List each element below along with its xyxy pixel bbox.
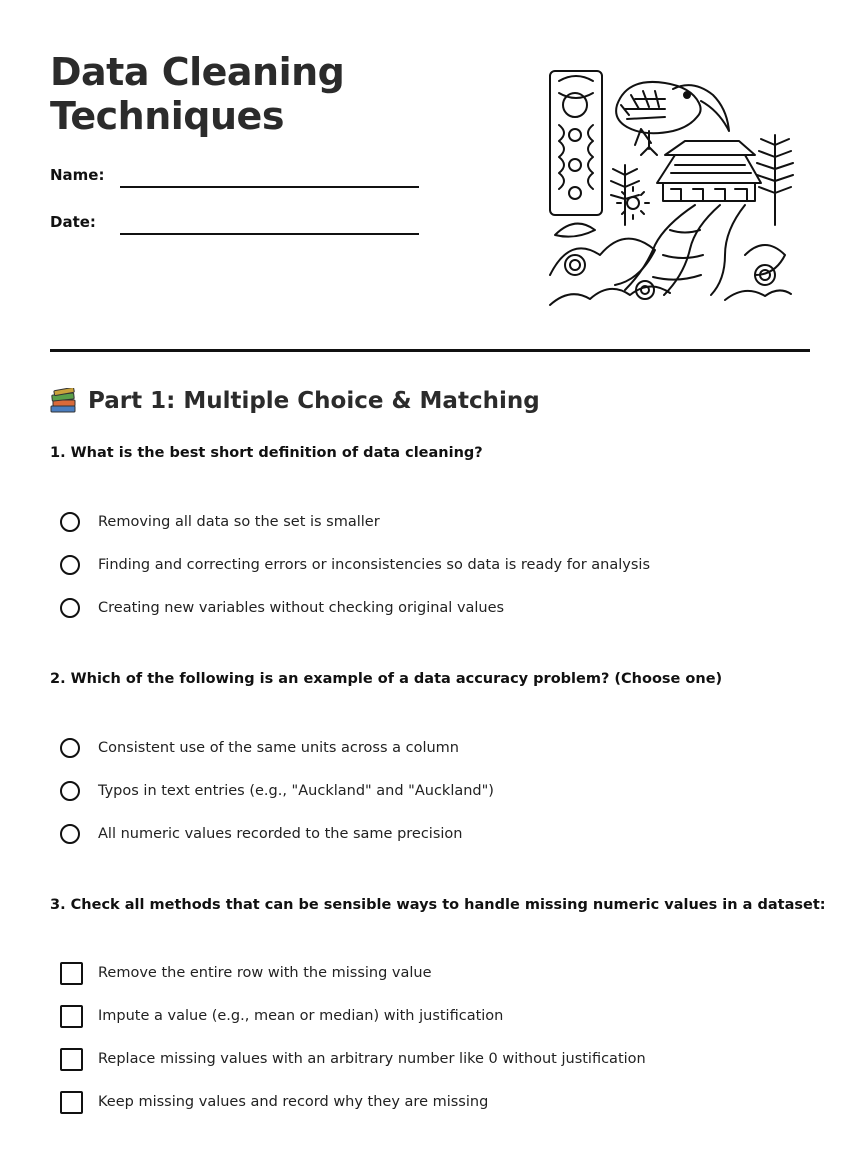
option-label: Impute a value (e.g., mean or median) with justification — [98, 1008, 504, 1024]
q2-option-2[interactable] — [60, 778, 494, 804]
checkbox[interactable] — [60, 1005, 83, 1028]
option-label: Creating new variables without checking original values — [98, 600, 505, 616]
title-line-1: Data Cleaning — [50, 50, 345, 94]
q3-option-2[interactable] — [60, 1003, 504, 1029]
radio-button[interactable] — [60, 598, 80, 618]
q3-option-1[interactable] — [60, 960, 432, 986]
title-line-2: Techniques — [50, 94, 284, 138]
option-label: Typos in text entries (e.g., "Auckland" and "Auckland") — [98, 783, 494, 799]
radio-button[interactable] — [60, 738, 80, 758]
option-label: All numeric values recorded to the same precision — [98, 826, 463, 842]
date-field[interactable] — [120, 233, 419, 235]
option-label: Consistent use of the same units across a column — [98, 740, 459, 756]
option-label: Replace missing values with an arbitrary number like 0 without justification — [98, 1051, 646, 1067]
radio-button[interactable] — [60, 555, 80, 575]
page-title — [50, 50, 344, 138]
name-label: Name: — [50, 166, 105, 184]
books-icon — [50, 388, 78, 414]
radio-button[interactable] — [60, 824, 80, 844]
checkbox[interactable] — [60, 1048, 83, 1071]
q1-option-1[interactable] — [60, 509, 380, 535]
option-label: Keep missing values and record why they are missing — [98, 1094, 489, 1110]
option-label: Remove the entire row with the missing value — [98, 965, 432, 981]
checkbox[interactable] — [60, 962, 83, 985]
option-label: Finding and correcting errors or inconsistencies so data is ready for analysis — [98, 557, 651, 573]
name-field[interactable] — [120, 186, 419, 188]
q1-option-2[interactable] — [60, 552, 651, 578]
kiwi-landscape-illustration — [545, 65, 795, 310]
radio-button[interactable] — [60, 512, 80, 532]
question-3: 3. Check all methods that can be sensible ways to handle missing numeric values in a dataset: — [50, 897, 826, 913]
q2-option-3[interactable] — [60, 821, 463, 847]
q3-option-3[interactable] — [60, 1046, 646, 1072]
part1-heading-text: Part 1: Multiple Choice & Matching — [88, 388, 540, 414]
q3-option-4[interactable] — [60, 1089, 489, 1115]
radio-button[interactable] — [60, 781, 80, 801]
checkbox[interactable] — [60, 1091, 83, 1114]
question-1: 1. What is the best short definition of data cleaning? — [50, 445, 483, 461]
part1-heading — [50, 388, 540, 414]
q1-option-3[interactable] — [60, 595, 505, 621]
question-2: 2. Which of the following is an example of a data accuracy problem? (Choose one) — [50, 671, 723, 687]
q2-option-1[interactable] — [60, 735, 459, 761]
date-label: Date: — [50, 213, 96, 231]
option-label: Removing all data so the set is smaller — [98, 514, 380, 530]
header-divider — [50, 349, 810, 352]
